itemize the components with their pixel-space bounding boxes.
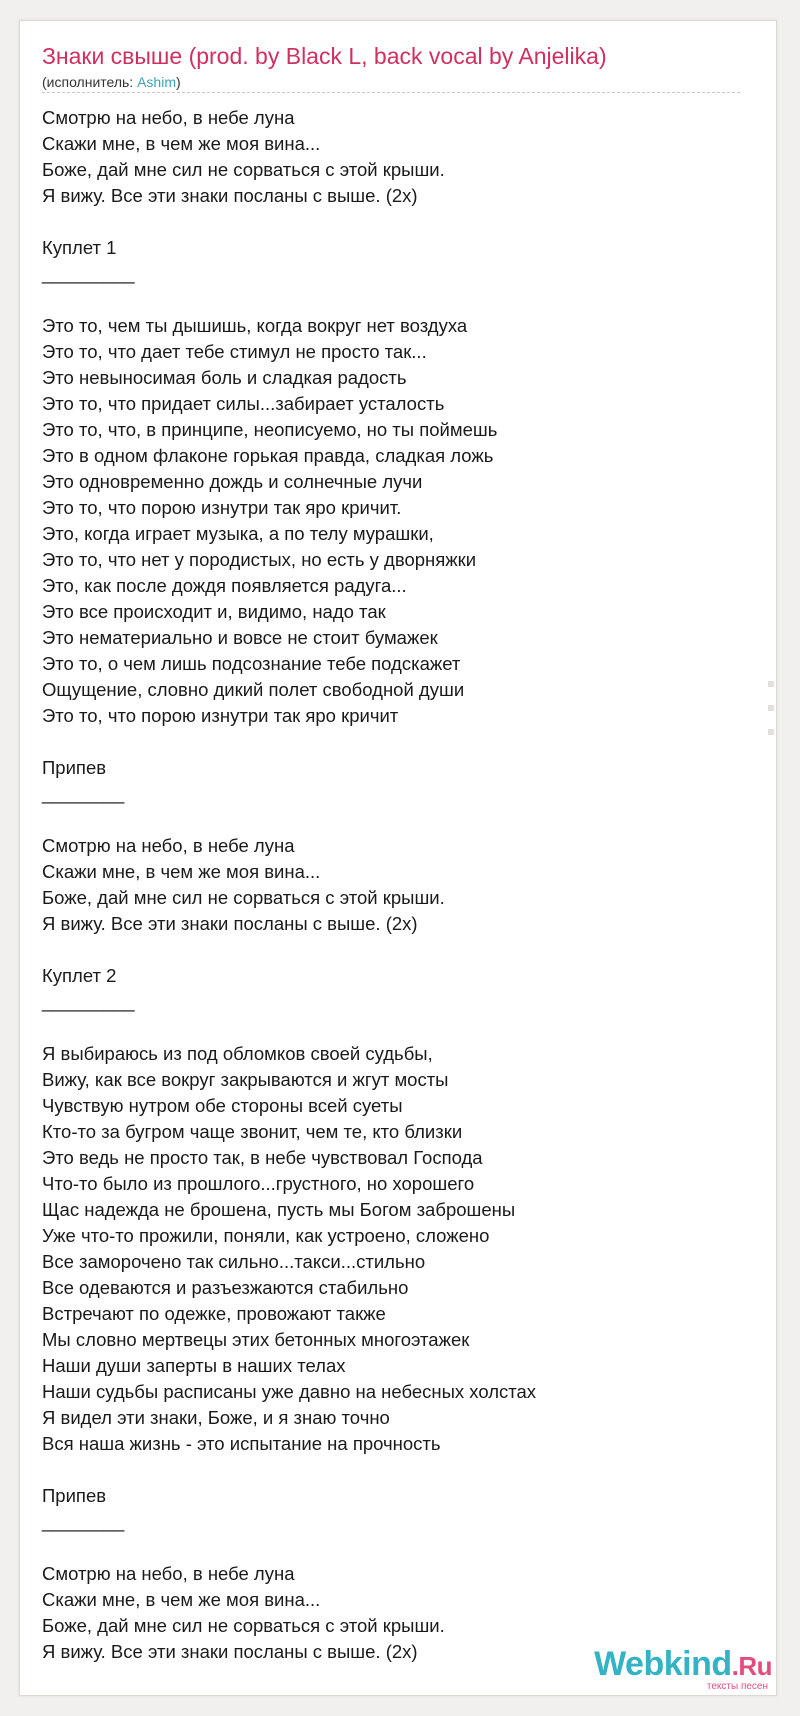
blank-line (42, 209, 742, 235)
edge-decoration (764, 681, 776, 761)
lyric-line: Это все происходит и, видимо, надо так (42, 601, 386, 622)
lyric-line: Боже, дай мне сил не сорваться с этой крыши. (42, 887, 445, 908)
lyric-line: ________ (42, 1511, 125, 1532)
lyric-line: Боже, дай мне сил не сорваться с этой крыши. (42, 1615, 445, 1636)
artist-link[interactable]: Ashim (137, 74, 176, 90)
blank-line (42, 807, 742, 833)
lyric-line: Я выбираюсь из под обломков своей судьбы, (42, 1043, 433, 1064)
lyric-line: Боже, дай мне сил не сорваться с этой крыши. (42, 159, 445, 180)
lyric-line: Смотрю на небо, в небе луна (42, 1563, 295, 1584)
lyric-line: Это, когда играет музыка, а по телу мурашки, (42, 523, 434, 544)
lyric-line: Вижу, как все вокруг закрываются и жгут мосты (42, 1069, 449, 1090)
webkind-logo[interactable] (594, 1647, 772, 1692)
lyric-line: Это то, что порою изнутри так яро кричит. (42, 497, 402, 518)
lyric-line: Это то, что нет у породистых, но есть у дворняжки (42, 549, 477, 570)
lyric-line: Это то, что дает тебе стимул не просто так... (42, 341, 427, 362)
lyric-line: Это то, что, в принципе, неописуемо, но ты поймешь (42, 419, 498, 440)
lyric-line: Это, как после дождя появляется радуга... (42, 575, 407, 596)
lyric-line: Это то, что порою изнутри так яро кричит (42, 705, 399, 726)
lyric-line: Скажи мне, в чем же моя вина... (42, 133, 321, 154)
blank-line (42, 1457, 742, 1483)
lyric-line: Щас надежда не брошена, пусть мы Богом заброшены (42, 1199, 516, 1220)
blank-line (42, 1015, 742, 1041)
artist-suffix: ) (176, 74, 181, 90)
lyric-line: Куплет 2 (42, 965, 117, 986)
lyric-line: Смотрю на небо, в небе луна (42, 835, 295, 856)
lyric-line: Вся наша жизнь - это испытание на прочность (42, 1433, 441, 1454)
lyric-line: Смотрю на небо, в небе луна (42, 107, 295, 128)
artist-prefix: (исполнитель: (42, 74, 138, 90)
lyric-line: Я вижу. Все эти знаки посланы с выше. (2х) (42, 913, 418, 934)
logo-tagline: тексты песен (706, 1681, 768, 1692)
logo-wordmark (594, 1647, 772, 1683)
artist-line (42, 74, 181, 90)
lyric-line: Мы словно мертвецы этих бетонных многоэтажек (42, 1329, 470, 1350)
song-title: Знаки свыше (prod. by Black L, back vocal by Anjelika) (42, 43, 607, 69)
lyric-line: Встречают по одежке, провожают также (42, 1303, 386, 1324)
lyric-line: Все заморочено так сильно...такси...стильно (42, 1251, 426, 1272)
lyrics-card (19, 20, 777, 1696)
lyric-line: _________ (42, 263, 135, 284)
lyric-line: Это то, что придает силы...забирает усталость (42, 393, 445, 414)
lyric-line: Уже что-то прожили, поняли, как устроено, сложено (42, 1225, 490, 1246)
lyric-line: Это в одном флаконе горькая правда, сладкая ложь (42, 445, 494, 466)
lyric-line: Это то, о чем лишь подсознание тебе подскажет (42, 653, 461, 674)
lyric-line: Я вижу. Все эти знаки посланы с выше. (2х) (42, 1641, 418, 1662)
blank-line (42, 937, 742, 963)
blank-line (42, 1535, 742, 1561)
lyric-line: Чувствую нутром обе стороны всей суеты (42, 1095, 403, 1116)
lyric-line: Скажи мне, в чем же моя вина... (42, 1589, 321, 1610)
lyric-line: Наши судьбы расписаны уже давно на небесных холстах (42, 1381, 537, 1402)
lyric-line: ________ (42, 783, 125, 804)
lyric-line: Это невыносимая боль и сладкая радость (42, 367, 407, 388)
lyric-line: Ощущение, словно дикий полет свободной души (42, 679, 465, 700)
lyric-line: Все одеваются и разъезжаются стабильно (42, 1277, 409, 1298)
lyric-line: _________ (42, 991, 135, 1012)
lyric-line: Припев (42, 757, 107, 778)
lyric-line: Это то, чем ты дышишь, когда вокруг нет воздуха (42, 315, 468, 336)
blank-line (42, 729, 742, 755)
logo-tld: .Ru (731, 1651, 772, 1681)
lyric-line: Куплет 1 (42, 237, 117, 258)
lyrics-body (42, 105, 742, 1665)
blank-line (42, 287, 742, 313)
lyric-line: Это ведь не просто так, в небе чувствовал Господа (42, 1147, 483, 1168)
lyric-line: Я вижу. Все эти знаки посланы с выше. (2х) (42, 185, 418, 206)
lyric-line: Кто-то за бугром чаще звонит, чем те, кто близки (42, 1121, 463, 1142)
lyric-line: Наши души заперты в наших телах (42, 1355, 346, 1376)
lyric-line: Припев (42, 1485, 107, 1506)
lyric-line: Что-то было из прошлого...грустного, но хорошего (42, 1173, 475, 1194)
header-divider (42, 92, 740, 93)
logo-brand: Webkind (594, 1645, 732, 1683)
lyric-line: Это нематериально и вовсе не стоит бумажек (42, 627, 438, 648)
lyric-line: Я видел эти знаки, Боже, и я знаю точно (42, 1407, 390, 1428)
lyric-line: Это одновременно дождь и солнечные лучи (42, 471, 423, 492)
lyric-line: Скажи мне, в чем же моя вина... (42, 861, 321, 882)
